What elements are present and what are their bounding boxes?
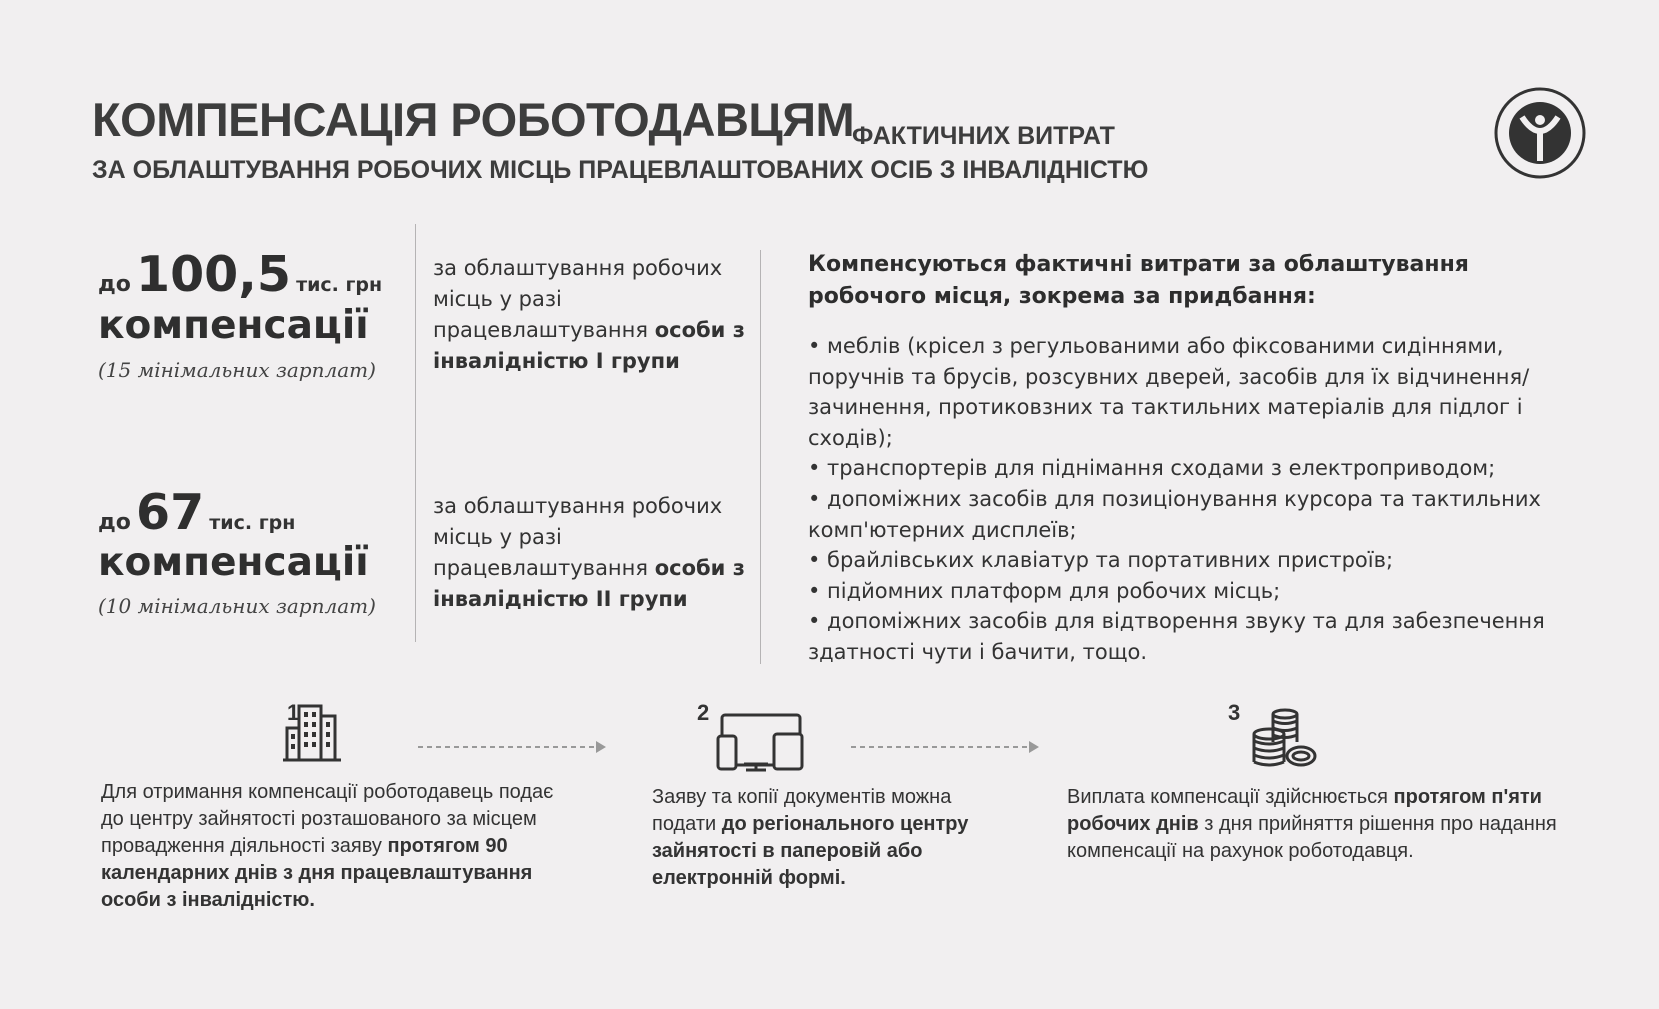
coins-icon	[1249, 706, 1319, 772]
page-title: КОМПЕНСАЦІЯ РОБОТОДАВЦЯМ	[92, 93, 855, 146]
arrow-2-icon	[851, 737, 1043, 757]
amount-2-label: компенсації	[98, 540, 369, 585]
amount-2-description	[433, 491, 763, 615]
step-text-plain: Заяву та копії документів можна подати	[652, 786, 952, 835]
amount-value: 100,5	[135, 246, 291, 303]
expenses-heading: Компенсуються фактичні витрати за облаштування робочого місця, зокрема за придбання:	[808, 252, 1469, 309]
list-item: • підйомних платформ для робочих місць;	[808, 578, 1281, 603]
list-item: • брайлівських клавіатур та портативних пристроїв;	[808, 548, 1394, 573]
amount-unit: тис. грн	[209, 512, 296, 534]
step-text-bold: протягом 90 календарних днів з дня працевлаштування особи з інвалідністю.	[101, 835, 533, 911]
step-3-number: 3	[1228, 700, 1241, 725]
step-1-number: 1	[287, 700, 300, 725]
desc-bold: особи з інвалідністю II групи	[433, 556, 745, 611]
amount-value: 67	[135, 484, 205, 541]
divider-left	[415, 224, 416, 642]
step-2-text	[652, 784, 972, 892]
amount-prefix: до	[98, 272, 131, 297]
step-text-tail: з дня прийняття рішення про надання компенсації на рахунок роботодавця.	[1067, 813, 1557, 862]
list-item: • допоміжних засобів для позиціонування курсора та тактильних комп'ютерних дисплеїв;	[808, 486, 1541, 542]
arrow-1-icon	[418, 737, 610, 757]
amount-2-headline	[98, 484, 295, 541]
list-item: • транспортерів для піднімання сходами з електроприводом;	[808, 456, 1496, 481]
step-1-text	[101, 779, 571, 914]
step-text-plain: Виплата компенсації здійснюється	[1067, 786, 1394, 808]
page-title-side: ФАКТИЧНИХ ВИТРАТ	[852, 122, 1115, 150]
step-2-number: 2	[697, 700, 710, 725]
list-item: • допоміжних засобів для відтворення звуку та для забезпечення здатності чути і бачити, тощо.	[808, 609, 1545, 664]
amount-1-note: (15 мінімальних зарплат)	[98, 358, 376, 382]
desc-plain: за облаштування робочих місць у разі працевлаштування	[433, 494, 723, 580]
desc-bold: особи з інвалідністю I групи	[433, 318, 745, 373]
office-building-icon	[283, 700, 341, 762]
amount-1-description	[433, 253, 763, 377]
step-text-bold: до регіонального центру зайнятості в паперовій або електронній формі.	[652, 813, 969, 889]
desc-plain: за облаштування робочих місць у разі працевлаштування	[433, 256, 723, 342]
amount-1-headline	[98, 246, 382, 303]
list-item: • меблів (крісел з регульованими або фіксованими сидіннями, поручнів та брусів, розсувних дверей, засобів для їх відчинення/зачинення, протиковзних та тактильних матеріалів для підлог і сходів);	[808, 334, 1530, 450]
expenses-list	[808, 331, 1568, 668]
amount-1-label: компенсації	[98, 303, 369, 348]
step-3-text	[1067, 784, 1567, 865]
step-text-plain: Для отримання компенсації роботодавець подає до центру зайнятості розташованого за місцем провадження діяльності заяву	[101, 781, 554, 857]
step-text-bold: протягом п'яти робочих днів	[1067, 786, 1542, 835]
amount-prefix: до	[98, 510, 131, 535]
devices-icon	[716, 712, 806, 772]
employment-service-logo-icon	[1494, 87, 1586, 179]
page-subtitle: ЗА ОБЛАШТУВАННЯ РОБОЧИХ МІСЦЬ ПРАЦЕВЛАШТОВАНИХ ОСІБ З ІНВАЛІДНІСТЮ	[92, 156, 1149, 184]
amount-unit: тис. грн	[296, 274, 383, 296]
amount-2-note: (10 мінімальних зарплат)	[98, 594, 376, 618]
